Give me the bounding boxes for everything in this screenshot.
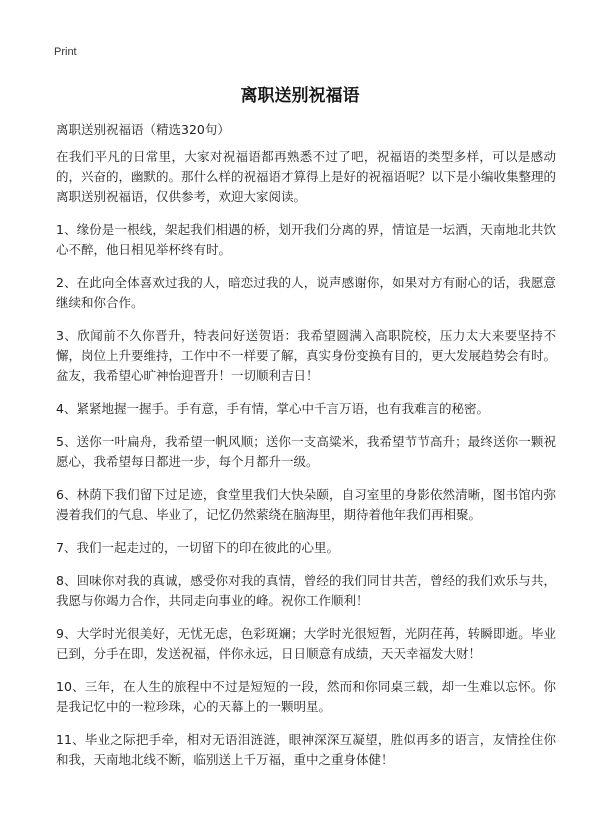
blessing-item-6: 6、林荫下我们留下过足迹，食堂里我们大快朵颐，自习室里的身影依然清晰，图书馆内弥漫着我们的气息、毕业了，记忆仍然萦绕在脑海里，期待着他年我们再相聚。 bbox=[56, 487, 556, 522]
blessing-item-1: 1、缘份是一根线，架起我们相遇的桥，划开我们分离的界，情谊是一坛酒，天南地北共饮心不醉，他日相见举杯终有时。 bbox=[56, 222, 556, 257]
blessing-item-8: 8、回味你对我的真诚，感受你对我的真情，曾经的我们同甘共苦，曾经的我们欢乐与共，我愿与你竭力合作，共同走向事业的峰。祝你工作顺利！ bbox=[56, 573, 556, 608]
article-body bbox=[56, 147, 556, 783]
blessing-item-2: 2、在此向全体喜欢过我的人，暗恋过我的人，说声感谢你，如果对方有耐心的话，我愿意继续和你合作。 bbox=[56, 275, 556, 310]
blessing-item-10: 10、三年，在人生的旅程中不过是短短的一段，然而和你同桌三载，却一生难以忘怀。你是我记忆中的一粒珍珠，心的天幕上的一颗明星。 bbox=[56, 679, 556, 714]
page-title: 离职送别祝福语 bbox=[240, 86, 360, 106]
blessing-item-7: 7、我们一起走过的，一切留下的印在彼此的心里。 bbox=[56, 540, 339, 555]
blessing-item-4: 4、紧紧地握一握手。手有意，手有情，掌心中千言万语，也有我难言的秘密。 bbox=[56, 401, 489, 416]
blessing-item-9: 9、大学时光很美好，无忧无虑，色彩斑斓；大学时光很短暂，光阴荏苒，转瞬即逝。毕业已到，分手在即，发送祝福，伴你永远，日日顺意有成绩，天天幸福发大财！ bbox=[56, 626, 556, 661]
article-subtitle: 离职送别祝福语（精选320句） bbox=[56, 122, 230, 137]
blessing-item-11: 11、毕业之际把手牵，相对无语泪涟涟，眼神深深互凝望，胜似再多的语言，友情拴住你和我，天南地北线不断，临别送上千万福，重中之重身体健！ bbox=[56, 732, 556, 767]
blessing-item-5: 5、送你一叶扁舟，我希望一帆风顺；送你一支高粱米，我希望节节高升；最终送你一颗祝愿心，我希望每日都进一步，每个月都升一级。 bbox=[56, 434, 556, 469]
blessing-item-3: 3、欣闻前不久你晋升，特表问好送贺语：我希望圆满入高职院校，压力太大来要坚持不懈，岗位上升要维持，工作中不一样要了解，真实身份变换有目的，更大发展趋势会有时。盆友，我希望心旷神怡迎晋升！一切顺利吉日！ bbox=[56, 328, 557, 383]
print-link[interactable]: Print bbox=[54, 46, 77, 58]
intro-paragraph: 在我们平凡的日常里，大家对祝福语都再熟悉不过了吧，祝福语的类型多样，可以是感动的，兴奋的，幽默的。那什么样的祝福语才算得上是好的祝福语呢？以下是小编收集整理的离职送别祝福语，仅供参考，欢迎大家阅读。 bbox=[56, 149, 557, 204]
